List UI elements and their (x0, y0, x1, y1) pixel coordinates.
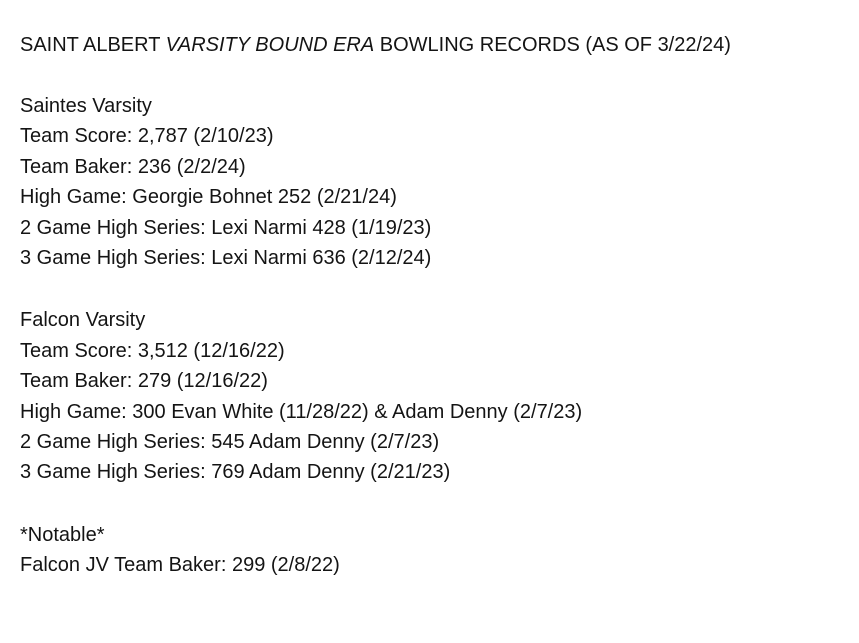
section-heading-saintes: Saintes Varsity (20, 94, 152, 117)
record-line: Team Score: 3,512 (12/16/22) (20, 339, 285, 362)
title-italic: VARSITY BOUND ERA (165, 34, 375, 56)
title-suffix: BOWLING RECORDS (AS OF 3/22/24) (374, 34, 731, 56)
record-line: Team Baker: 236 (2/2/24) (20, 155, 246, 178)
record-line: 3 Game High Series: Lexi Narmi 636 (2/12/24) (20, 246, 432, 269)
title-prefix: SAINT ALBERT (20, 34, 166, 56)
section-heading-notable: *Notable* (20, 523, 105, 546)
saintes-varsity-section (20, 91, 850, 273)
record-line: 2 Game High Series: 545 Adam Denny (2/7/23) (20, 430, 440, 453)
record-line: High Game: Georgie Bohnet 252 (2/21/24) (20, 186, 397, 209)
falcon-varsity-section (20, 305, 850, 487)
record-line: Team Score: 2,787 (2/10/23) (20, 125, 274, 148)
notable-section (20, 520, 850, 581)
section-heading-falcon: Falcon Varsity (20, 309, 146, 332)
record-line: Team Baker: 279 (12/16/22) (20, 370, 268, 393)
document-title (20, 30, 850, 60)
record-line: 2 Game High Series: Lexi Narmi 428 (1/19/23) (20, 216, 432, 239)
record-line: Falcon JV Team Baker: 299 (2/8/22) (20, 554, 340, 577)
records-document (20, 30, 850, 580)
record-line: 3 Game High Series: 769 Adam Denny (2/21/23) (20, 461, 451, 484)
record-line: High Game: 300 Evan White (11/28/22) & Adam Denny (2/7/23) (20, 400, 583, 423)
